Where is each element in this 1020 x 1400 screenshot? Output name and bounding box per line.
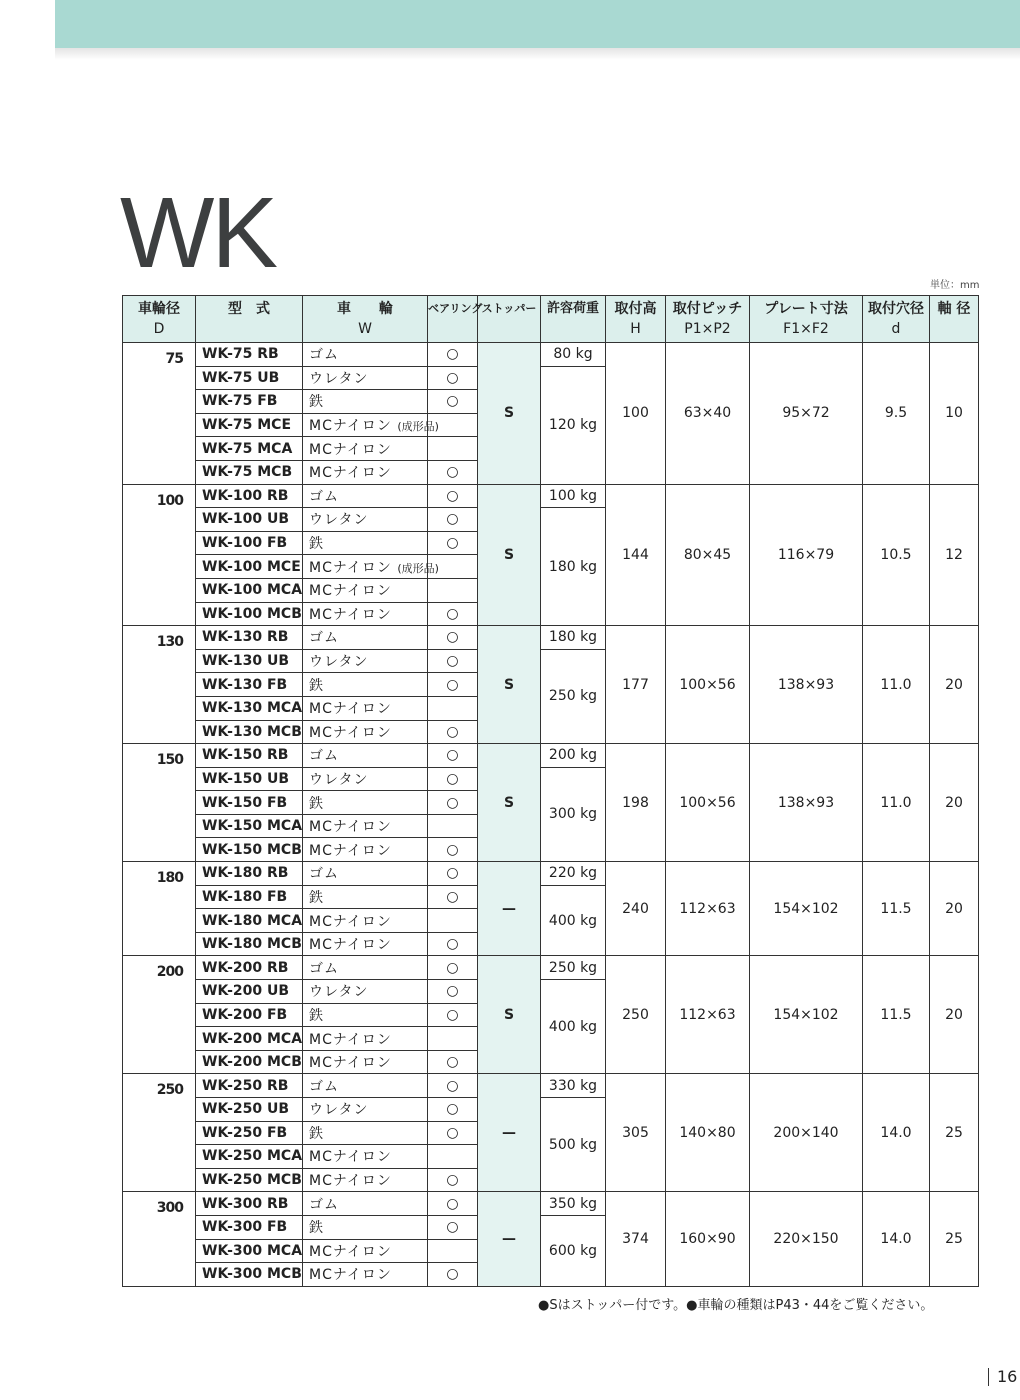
load-capacity-small: 100 kg <box>541 484 606 508</box>
wheel-diameter: 300 <box>123 1192 196 1286</box>
wheel-material: MCナイロン <box>303 1168 428 1192</box>
hole-diameter: 9.5 <box>863 343 930 485</box>
model-number: WK-180 MCA <box>196 909 303 933</box>
bearing-mark: ○ <box>428 1192 478 1216</box>
mount-height: 144 <box>606 484 666 626</box>
wheel-material: MCナイロン <box>303 932 428 956</box>
mount-height: 305 <box>606 1074 666 1192</box>
bearing-mark: ○ <box>428 956 478 980</box>
bearing-mark: ○ <box>428 460 478 484</box>
model-number: WK-200 FB <box>196 1003 303 1027</box>
bearing-mark: ○ <box>428 1263 478 1287</box>
model-number: WK-300 MCA <box>196 1239 303 1263</box>
spec-table <box>122 295 979 1287</box>
axle-diameter: 25 <box>930 1192 979 1286</box>
plate-size: 154×102 <box>750 956 863 1074</box>
wheel-material: MCナイロン <box>303 1027 428 1051</box>
bearing-mark: ○ <box>428 484 478 508</box>
wheel-material: 鉄 <box>303 791 428 815</box>
model-number: WK-130 MCA <box>196 696 303 720</box>
model-number: WK-130 MCB <box>196 720 303 744</box>
wheel-material: ゴム <box>303 626 428 650</box>
bearing-mark: ○ <box>428 1003 478 1027</box>
table-header-row <box>123 296 979 343</box>
bearing-mark: ○ <box>428 1215 478 1239</box>
load-capacity-small: 80 kg <box>541 343 606 367</box>
wheel-material: ゴム <box>303 1192 428 1216</box>
hole-diameter: 14.0 <box>863 1192 930 1286</box>
hole-diameter: 14.0 <box>863 1074 930 1192</box>
wheel-material: MCナイロン <box>303 460 428 484</box>
axle-diameter: 12 <box>930 484 979 626</box>
bearing-mark <box>428 1027 478 1051</box>
model-number: WK-130 RB <box>196 626 303 650</box>
bearing-mark: ○ <box>428 649 478 673</box>
wheel-material: MCナイロン <box>303 578 428 602</box>
wheel-material: MCナイロン <box>303 838 428 862</box>
hole-diameter: 11.5 <box>863 862 930 956</box>
wheel-material: ウレタン <box>303 1098 428 1122</box>
bearing-mark: ○ <box>428 1098 478 1122</box>
header-model: 型 式 <box>196 296 303 343</box>
model-number: WK-100 MCB <box>196 602 303 626</box>
bearing-mark <box>428 1239 478 1263</box>
top-band-shadow <box>55 48 1020 60</box>
wheel-material: MCナイロン <box>303 1263 428 1287</box>
mount-height: 177 <box>606 626 666 744</box>
load-capacity-large: 300 kg <box>541 767 606 861</box>
wheel-material: ウレタン <box>303 366 428 390</box>
bearing-mark: ○ <box>428 767 478 791</box>
wheel-diameter: 180 <box>123 862 196 956</box>
wheel-material: ゴム <box>303 956 428 980</box>
wheel-material: ゴム <box>303 343 428 367</box>
model-number: WK-75 MCE <box>196 413 303 437</box>
load-capacity-large: 250 kg <box>541 649 606 743</box>
axle-diameter: 20 <box>930 626 979 744</box>
bearing-mark: ○ <box>428 531 478 555</box>
table-row <box>123 744 979 768</box>
load-capacity-small: 250 kg <box>541 956 606 980</box>
bearing-mark: ○ <box>428 744 478 768</box>
model-number: WK-130 UB <box>196 649 303 673</box>
load-capacity-small: 180 kg <box>541 626 606 650</box>
mount-pitch: 160×90 <box>666 1192 750 1286</box>
wheel-material: ウレタン <box>303 508 428 532</box>
model-number: WK-200 UB <box>196 980 303 1004</box>
load-capacity-large: 600 kg <box>541 1215 606 1286</box>
mount-height: 374 <box>606 1192 666 1286</box>
unit-note: 単位：mm <box>930 280 980 291</box>
bearing-mark <box>428 1145 478 1169</box>
wheel-diameter: 250 <box>123 1074 196 1192</box>
model-number: WK-300 MCB <box>196 1263 303 1287</box>
wheel-material: MCナイロン (成形品) <box>303 413 428 437</box>
load-capacity-large: 400 kg <box>541 980 606 1074</box>
wheel-material: MCナイロン <box>303 909 428 933</box>
bearing-mark: ○ <box>428 626 478 650</box>
spec-table-body <box>123 343 979 1287</box>
model-number: WK-100 UB <box>196 508 303 532</box>
stopper-mark: S <box>478 956 541 1074</box>
stopper-mark: — <box>478 1192 541 1286</box>
model-number: WK-180 FB <box>196 885 303 909</box>
load-capacity-large: 180 kg <box>541 508 606 626</box>
model-number: WK-75 MCA <box>196 437 303 461</box>
plate-size: 220×150 <box>750 1192 863 1286</box>
mount-pitch: 112×63 <box>666 956 750 1074</box>
bearing-mark: ○ <box>428 1168 478 1192</box>
header-hole: 取付穴径 d <box>863 296 930 343</box>
model-number: WK-75 MCB <box>196 460 303 484</box>
bearing-mark: ○ <box>428 862 478 886</box>
wheel-material: 鉄 <box>303 531 428 555</box>
bearing-mark <box>428 578 478 602</box>
stopper-mark: S <box>478 626 541 744</box>
mount-pitch: 100×56 <box>666 626 750 744</box>
load-capacity-large: 400 kg <box>541 885 606 956</box>
mount-pitch: 100×56 <box>666 744 750 862</box>
wheel-note: (成形品) <box>397 420 439 434</box>
page-title: WK <box>120 177 276 289</box>
model-number: WK-180 RB <box>196 862 303 886</box>
plate-size: 116×79 <box>750 484 863 626</box>
bearing-mark <box>428 909 478 933</box>
header-bearing: ベアリング <box>428 296 478 343</box>
load-capacity-large: 500 kg <box>541 1098 606 1192</box>
model-number: WK-100 FB <box>196 531 303 555</box>
wheel-material: 鉄 <box>303 885 428 909</box>
bearing-mark: ○ <box>428 366 478 390</box>
mount-height: 250 <box>606 956 666 1074</box>
plate-size: 200×140 <box>750 1074 863 1192</box>
axle-diameter: 20 <box>930 744 979 862</box>
hole-diameter: 11.0 <box>863 744 930 862</box>
model-number: WK-130 FB <box>196 673 303 697</box>
model-number: WK-300 FB <box>196 1215 303 1239</box>
table-row <box>123 862 979 886</box>
mount-height: 198 <box>606 744 666 862</box>
wheel-material: MCナイロン (成形品) <box>303 555 428 579</box>
wheel-material: 鉄 <box>303 390 428 414</box>
model-number: WK-100 MCE <box>196 555 303 579</box>
model-number: WK-250 UB <box>196 1098 303 1122</box>
bearing-mark: ○ <box>428 343 478 367</box>
table-row <box>123 1192 979 1216</box>
model-number: WK-100 RB <box>196 484 303 508</box>
bearing-mark <box>428 696 478 720</box>
load-capacity-small: 220 kg <box>541 862 606 886</box>
hole-diameter: 10.5 <box>863 484 930 626</box>
wheel-note: (成形品) <box>397 561 439 575</box>
page-number: 16 <box>988 1368 1017 1386</box>
footnote: ●Sはストッパー付です。●車輪の種類はP43・44をご覧ください。 <box>538 1298 934 1313</box>
bearing-mark: ○ <box>428 838 478 862</box>
model-number: WK-150 RB <box>196 744 303 768</box>
wheel-material: MCナイロン <box>303 437 428 461</box>
wheel-material: MCナイロン <box>303 1239 428 1263</box>
header-stopper: ストッパー <box>478 296 541 343</box>
bearing-mark: ○ <box>428 980 478 1004</box>
wheel-material: MCナイロン <box>303 720 428 744</box>
model-number: WK-300 RB <box>196 1192 303 1216</box>
wheel-diameter: 130 <box>123 626 196 744</box>
stopper-mark: S <box>478 343 541 485</box>
plate-size: 138×93 <box>750 744 863 862</box>
wheel-diameter: 100 <box>123 484 196 626</box>
wheel-material: ウレタン <box>303 767 428 791</box>
model-number: WK-200 RB <box>196 956 303 980</box>
bearing-mark: ○ <box>428 390 478 414</box>
axle-diameter: 20 <box>930 862 979 956</box>
bearing-mark: ○ <box>428 720 478 744</box>
bearing-mark: ○ <box>428 508 478 532</box>
table-row <box>123 956 979 980</box>
wheel-material: ウレタン <box>303 649 428 673</box>
model-number: WK-150 MCB <box>196 838 303 862</box>
bearing-mark: ○ <box>428 791 478 815</box>
axle-diameter: 25 <box>930 1074 979 1192</box>
stopper-mark: S <box>478 484 541 626</box>
bearing-mark: ○ <box>428 673 478 697</box>
model-number: WK-250 MCB <box>196 1168 303 1192</box>
wheel-material: 鉄 <box>303 1121 428 1145</box>
header-height: 取付高 H <box>606 296 666 343</box>
load-capacity-small: 350 kg <box>541 1192 606 1216</box>
model-number: WK-250 FB <box>196 1121 303 1145</box>
load-capacity-small: 200 kg <box>541 744 606 768</box>
table-row <box>123 1074 979 1098</box>
mount-height: 240 <box>606 862 666 956</box>
wheel-diameter: 150 <box>123 744 196 862</box>
wheel-material: MCナイロン <box>303 1145 428 1169</box>
hole-diameter: 11.0 <box>863 626 930 744</box>
mount-pitch: 140×80 <box>666 1074 750 1192</box>
axle-diameter: 20 <box>930 956 979 1074</box>
table-row <box>123 626 979 650</box>
model-number: WK-200 MCB <box>196 1050 303 1074</box>
stopper-mark: — <box>478 862 541 956</box>
header-pitch: 取付ピッチ P1×P2 <box>666 296 750 343</box>
load-capacity-small: 330 kg <box>541 1074 606 1098</box>
wheel-material: ゴム <box>303 1074 428 1098</box>
wheel-material: ゴム <box>303 744 428 768</box>
table-row <box>123 484 979 508</box>
model-number: WK-75 UB <box>196 366 303 390</box>
wheel-material: MCナイロン <box>303 602 428 626</box>
bearing-mark: ○ <box>428 885 478 909</box>
model-number: WK-150 FB <box>196 791 303 815</box>
model-number: WK-100 MCA <box>196 578 303 602</box>
stopper-mark: S <box>478 744 541 862</box>
model-number: WK-200 MCA <box>196 1027 303 1051</box>
bearing-mark: ○ <box>428 1074 478 1098</box>
mount-height: 100 <box>606 343 666 485</box>
load-capacity-large: 120 kg <box>541 366 606 484</box>
mount-pitch: 112×63 <box>666 862 750 956</box>
model-number: WK-150 MCA <box>196 814 303 838</box>
model-number: WK-75 RB <box>196 343 303 367</box>
header-plate: プレート寸法 F1×F2 <box>750 296 863 343</box>
header-wheel: 車 輪 W <box>303 296 428 343</box>
table-row <box>123 343 979 367</box>
header-diameter: 車輪径 D <box>123 296 196 343</box>
wheel-material: MCナイロン <box>303 696 428 720</box>
bearing-mark: ○ <box>428 602 478 626</box>
model-number: WK-250 MCA <box>196 1145 303 1169</box>
model-number: WK-75 FB <box>196 390 303 414</box>
wheel-material: 鉄 <box>303 1003 428 1027</box>
wheel-material: MCナイロン <box>303 1050 428 1074</box>
bearing-mark: ○ <box>428 932 478 956</box>
stopper-mark: — <box>478 1074 541 1192</box>
plate-size: 154×102 <box>750 862 863 956</box>
bearing-mark: ○ <box>428 1121 478 1145</box>
wheel-material: 鉄 <box>303 1215 428 1239</box>
header-load: 許容荷重 <box>541 296 606 343</box>
hole-diameter: 11.5 <box>863 956 930 1074</box>
top-color-band <box>55 0 1020 48</box>
wheel-material: 鉄 <box>303 673 428 697</box>
model-number: WK-250 RB <box>196 1074 303 1098</box>
header-axle: 軸 径 <box>930 296 979 343</box>
mount-pitch: 63×40 <box>666 343 750 485</box>
model-number: WK-180 MCB <box>196 932 303 956</box>
bearing-mark <box>428 814 478 838</box>
model-number: WK-150 UB <box>196 767 303 791</box>
axle-diameter: 10 <box>930 343 979 485</box>
wheel-material: MCナイロン <box>303 814 428 838</box>
plate-size: 138×93 <box>750 626 863 744</box>
wheel-material: ゴム <box>303 862 428 886</box>
plate-size: 95×72 <box>750 343 863 485</box>
bearing-mark <box>428 437 478 461</box>
mount-pitch: 80×45 <box>666 484 750 626</box>
wheel-diameter: 75 <box>123 343 196 485</box>
wheel-material: ゴム <box>303 484 428 508</box>
bearing-mark: ○ <box>428 1050 478 1074</box>
wheel-diameter: 200 <box>123 956 196 1074</box>
wheel-material: ウレタン <box>303 980 428 1004</box>
